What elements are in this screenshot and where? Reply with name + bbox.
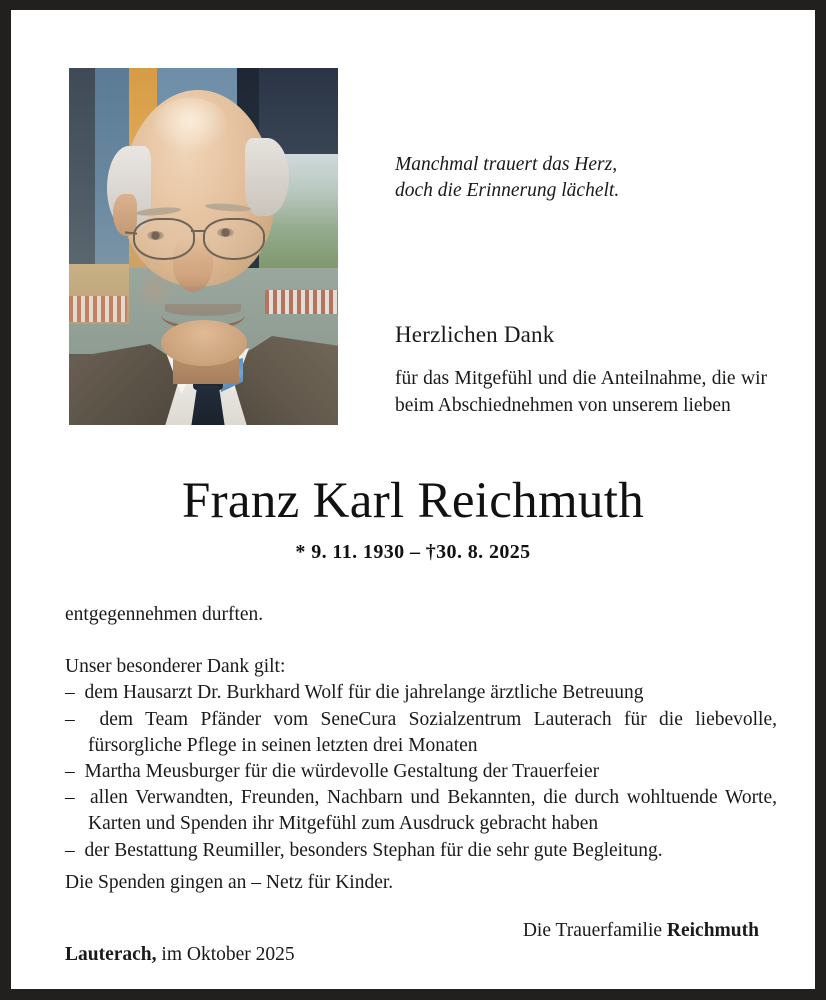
deceased-name: Franz Karl Reichmuth: [181, 473, 645, 529]
epigraph-line-1: Manchmal trauert das Herz,: [395, 154, 618, 175]
donations-text: Die Spenden gingen an – Netz für Kinder.: [65, 872, 394, 893]
date-separator: –: [409, 541, 421, 563]
memorial-notice-card: [11, 10, 815, 989]
mourning-family-line: [523, 918, 759, 944]
thanks-list: [65, 680, 777, 863]
family-surname: Reichmuth: [666, 920, 759, 941]
glasses-lens-right: [203, 218, 265, 260]
portrait-scene: [69, 68, 338, 425]
portrait-scalp-highlight: [151, 98, 229, 154]
family-prefix: Die Trauerfamilie: [522, 920, 667, 941]
glasses-temple: [125, 231, 137, 234]
death-symbol: †: [425, 541, 437, 563]
list-item: – Martha Meusburger für die würdevolle Gestaltung der Trauerfeier: [65, 759, 777, 785]
portrait-photo: [69, 68, 338, 425]
epigraph: [395, 152, 775, 204]
glasses-lens-left: [133, 218, 195, 260]
list-item: – der Bestattung Reumiller, besonders Stephan für die sehr gute Begleitung.: [65, 838, 777, 864]
list-item: – dem Team Pfänder vom SeneCura Sozialzentrum Lauterach für die liebevolle, fürsorgliche Pflege in seinen letzten drei Monaten: [65, 707, 777, 759]
continuation-text: entgegennehmen durften.: [65, 604, 264, 625]
thanks-heading: Herzlichen Dank: [395, 322, 555, 347]
death-date: 30. 8. 2025: [436, 541, 531, 563]
photo-background-pattern-left: [69, 296, 127, 322]
glasses-icon: [125, 218, 277, 258]
thanks-intro: für das Mitgefühl und die Anteilnahme, die wir beim Abschiednehmen von unserem lieben: [395, 368, 767, 416]
birth-symbol: *: [295, 541, 306, 563]
special-thanks-intro: Unser besonderer Dank gilt:: [65, 656, 286, 678]
birth-date: 9. 11. 1930: [311, 541, 405, 563]
list-item: – allen Verwandten, Freunden, Nachbarn und Bekannten, die durch wohltuende Worte, Karten und Spenden ihr Mitgefühl zum Ausdruck gebracht haben: [65, 785, 777, 837]
body-text-block: [65, 602, 777, 864]
paragraph-spacer: [65, 628, 777, 654]
deceased-dates: [11, 539, 815, 565]
glasses-bridge: [191, 230, 205, 232]
place-date: im Oktober 2025: [156, 944, 295, 965]
epigraph-line-2: doch die Erinnerung lächelt.: [395, 180, 620, 201]
portrait-hair-right: [245, 138, 289, 216]
photo-background-pattern-right: [265, 290, 338, 314]
list-item: – dem Hausarzt Dr. Burkhard Wolf für die jahrelange ärztliche Betreuung: [65, 680, 777, 706]
place-town: Lauterach,: [65, 944, 157, 965]
portrait-chin: [161, 320, 247, 366]
place-and-date-line: [65, 942, 295, 968]
